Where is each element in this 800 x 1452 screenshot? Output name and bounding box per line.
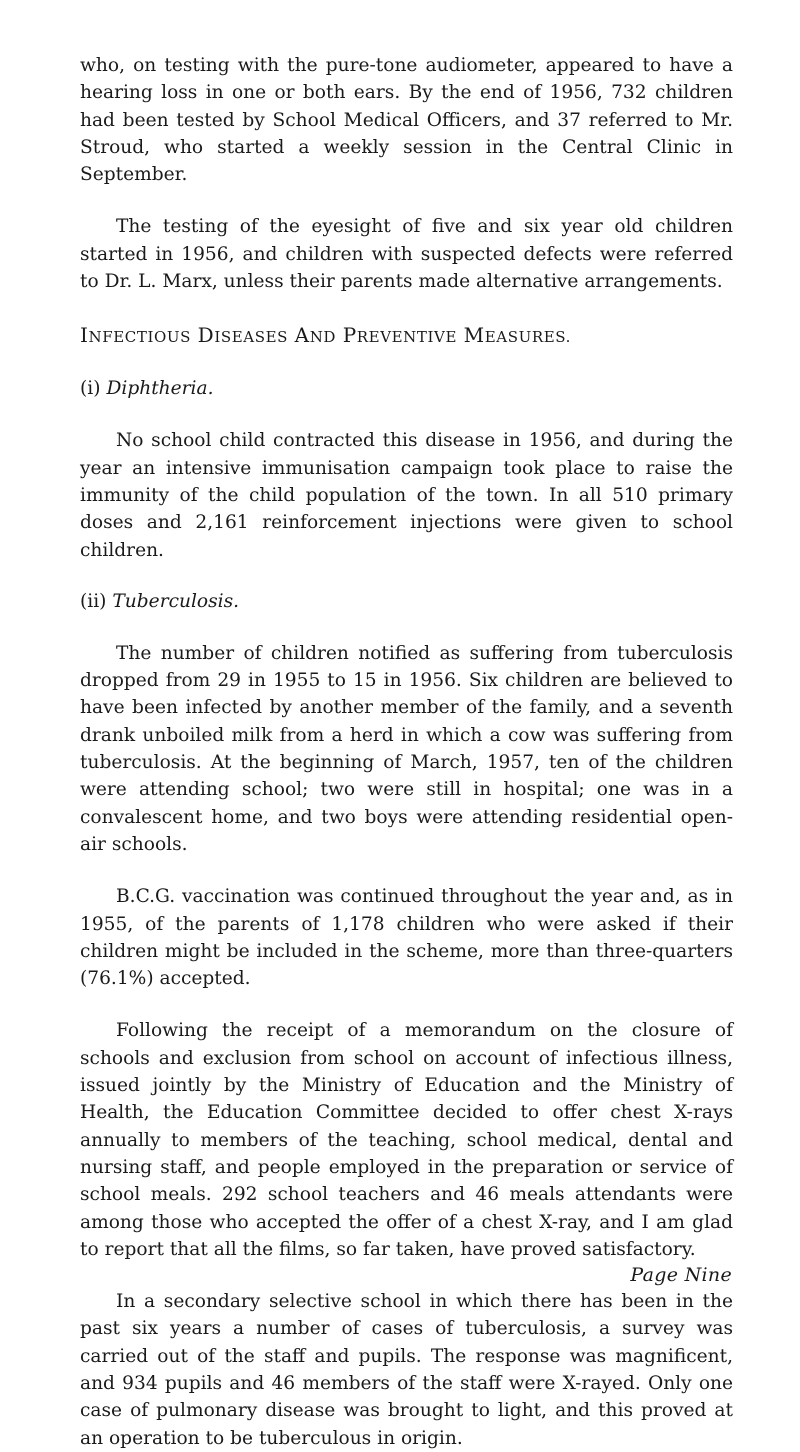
paragraph-school-survey: In a secondary selective school in which there has been in the past six years a number of cases of tuberculosis, a survey was carried out of the staff and pupils. The response was magnificent, and 934 pupils and 46 members of the staff were X-rayed. Only one case of pulmonary disease was brought to light, and this proved at an operation to be tuberculous in origin. (80, 1291, 733, 1449)
section-heading (80, 322, 733, 351)
subsection-title: Tuberculosis. (112, 590, 240, 612)
subsection-number: (i) (80, 378, 101, 400)
paragraph-audiometer: who, on testing with the pure-tone audiometer, appeared to have a hearing loss in one or both ears. By the end of 1956, 732 children had been tested by School Medical Officers, and 37 referred to Mr. Stroud, who started a weekly session in the Central Clinic in September. (80, 55, 733, 186)
page-number: Page Nine (630, 1264, 732, 1286)
subsection-heading-diphtheria (80, 375, 733, 402)
paragraph-eyesight-testing: The testing of the eyesight of five and six year old children started in 1956, and children with suspected defects were referred to Dr. L. Marx, unless their parents made alternative arrangements. (80, 216, 733, 293)
document-page (80, 52, 733, 1452)
paragraph-tuberculosis-notifications: The number of children notified as suffering from tuberculosis dropped from 29 in 1955 to 15 in 1956. Six children are believed to have been infected by another member of the family, and a seventh drank unboiled milk from a herd in which a cow was suffering from tuberculosis. At the beginning of March, 1957, ten of the children were attending school; two were still in hospital; one was in a convalescent home, and two boys were attending residential open-air schools. (80, 642, 733, 855)
subsection-number: (ii) (80, 590, 107, 612)
paragraph-bcg-vaccination: B.C.G. vaccination was continued throughout the year and, as in 1955, of the parents of 1,178 children who were asked if their children might be included in the scheme, more than three-quarters (76.1%) accepted. (80, 886, 733, 990)
paragraph-chest-xrays: Following the receipt of a memorandum on the closure of schools and exclusion from school on account of infectious illness, issued jointly by the Ministry of Education and the Ministry of Health, the Education Committee decided to offer chest X-rays annually to members of the teaching, school medical, dental and nursing staff, and people employed in the preparation or service of school meals. 292 school teachers and 46 meals attendants were among those who accepted the offer of a chest X-ray, and I am glad to report that all the films, so far taken, have proved satisfactory. (80, 1020, 733, 1260)
subsection-title: Diphtheria. (106, 378, 214, 400)
paragraph-diphtheria: No school child contracted this disease in 1956, and during the year an intensive immunisation campaign took place to raise the immunity of the child population of the town. In all 510 primary doses and 2,161 reinforcement injections were given to school children. (80, 430, 733, 561)
section-heading-text: INFECTIOUS DISEASES AND PREVENTIVE MEASURES. (80, 323, 572, 348)
subsection-heading-tuberculosis (80, 588, 733, 615)
